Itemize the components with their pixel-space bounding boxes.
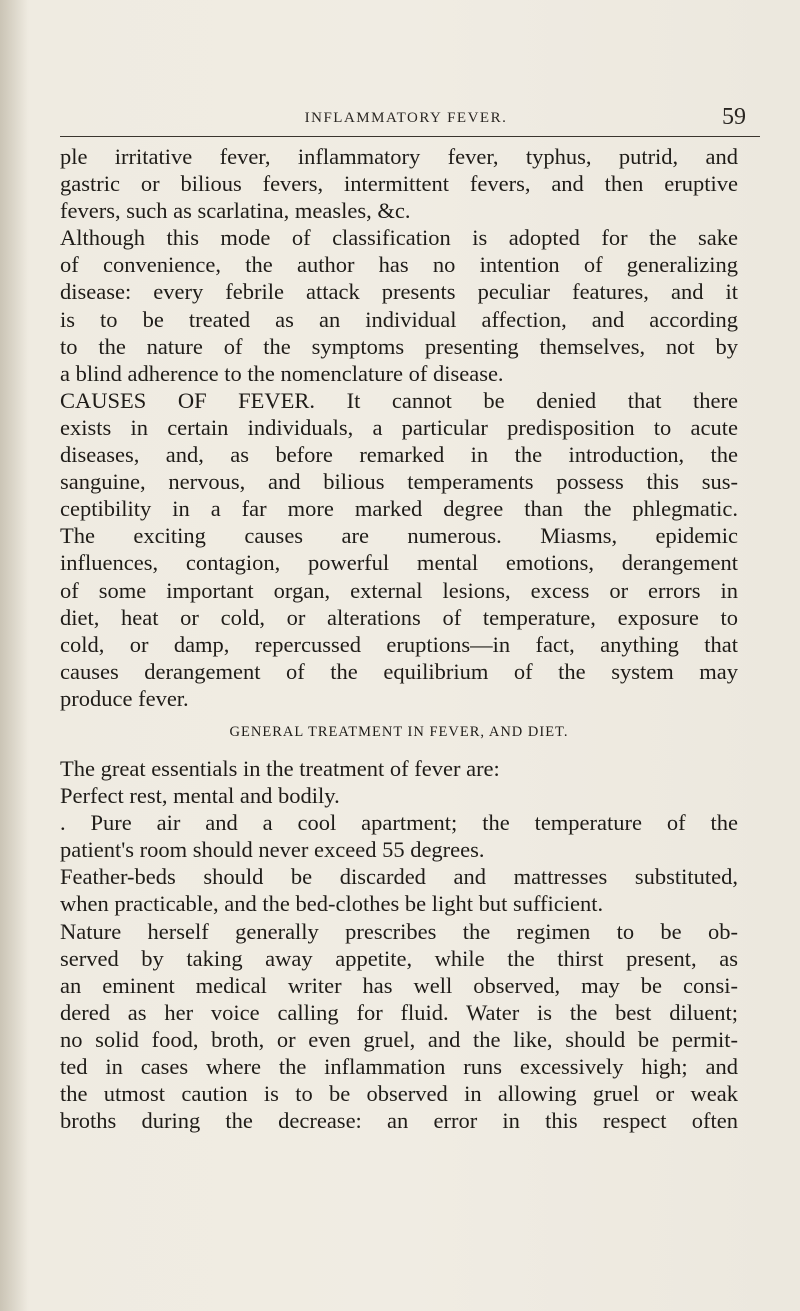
text-line: sanguine, nervous, and bilious temperaments possess this sus- bbox=[60, 469, 738, 495]
text-line: Although this mode of classification is adopted for the sake bbox=[60, 225, 738, 251]
text-line: broths during the decrease: an error in this respect often bbox=[60, 1108, 738, 1134]
text-line: when practicable, and the bed-clothes be light but sufficient. bbox=[60, 891, 604, 917]
text-line: of convenience, the author has no intention of generalizing bbox=[60, 252, 738, 278]
section-subheading: GENERAL TREATMENT IN FEVER, AND DIET. bbox=[229, 723, 569, 740]
text-line: cold, or damp, repercussed eruptions—in fact, anything that bbox=[60, 631, 738, 657]
text-line: of some important organ, external lesions, excess or errors in bbox=[60, 577, 738, 603]
text-line: causes derangement of the equilibrium of the system may bbox=[60, 658, 738, 684]
text-line: produce fever. bbox=[60, 685, 189, 711]
text-line: an eminent medical writer has well observed, may be consi- bbox=[60, 972, 738, 998]
header-rule bbox=[60, 136, 760, 137]
text-line: a blind adherence to the nomenclature of disease. bbox=[60, 360, 504, 386]
text-line: gastric or bilious fevers, intermittent fevers, and then eruptive bbox=[60, 171, 738, 197]
text-line: Perfect rest, mental and bodily. bbox=[60, 783, 340, 809]
text-line: The great essentials in the treatment of fever are: bbox=[60, 755, 500, 781]
text-line: CAUSES OF FEVER. It cannot be denied that there bbox=[60, 387, 738, 413]
text-line: diseases, and, as before remarked in the introduction, the bbox=[60, 442, 738, 468]
text-line: no solid food, broth, or even gruel, and the like, should be permit- bbox=[60, 1026, 738, 1052]
page-number: 59 bbox=[722, 104, 746, 130]
text-line: The exciting causes are numerous. Miasms, epidemic bbox=[60, 523, 738, 549]
text-line: the utmost caution is to be observed in allowing gruel or weak bbox=[60, 1081, 738, 1107]
text-line: to the nature of the symptoms presenting themselves, not by bbox=[60, 333, 738, 359]
text-line: disease: every febrile attack presents peculiar features, and it bbox=[60, 279, 738, 305]
text-line: is to be treated as an individual affection, and according bbox=[60, 306, 738, 332]
text-line: dered as her voice calling for fluid. Water is the best diluent; bbox=[60, 999, 738, 1025]
text-line: Feather-beds should be discarded and mattresses substituted, bbox=[60, 864, 738, 890]
text-line: fevers, such as scarlatina, measles, &c. bbox=[60, 198, 411, 224]
spine-shadow bbox=[0, 0, 28, 1311]
running-head bbox=[60, 102, 752, 136]
running-head-title: INFLAMMATORY FEVER. bbox=[304, 110, 508, 126]
text-line: ceptibility in a far more marked degree than the phlegmatic. bbox=[60, 496, 738, 522]
text-line: . Pure air and a cool apartment; the temperature of the bbox=[60, 810, 738, 836]
text-line: influences, contagion, powerful mental emotions, derangement bbox=[60, 550, 738, 576]
body-text bbox=[60, 143, 738, 1134]
text-line: ted in cases where the inflammation runs excessively high; and bbox=[60, 1054, 738, 1079]
text-line: Nature herself generally prescribes the regimen to be ob- bbox=[60, 918, 738, 944]
text-line: exists in certain individuals, a particular predisposition to acute bbox=[60, 414, 738, 440]
text-line: patient's room should never exceed 55 degrees. bbox=[60, 837, 485, 863]
text-line: diet, heat or cold, or alterations of temperature, exposure to bbox=[60, 604, 738, 630]
text-line: ple irritative fever, inflammatory fever, typhus, putrid, and bbox=[60, 144, 738, 169]
text-line: served by taking away appetite, while the thirst present, as bbox=[60, 945, 738, 971]
